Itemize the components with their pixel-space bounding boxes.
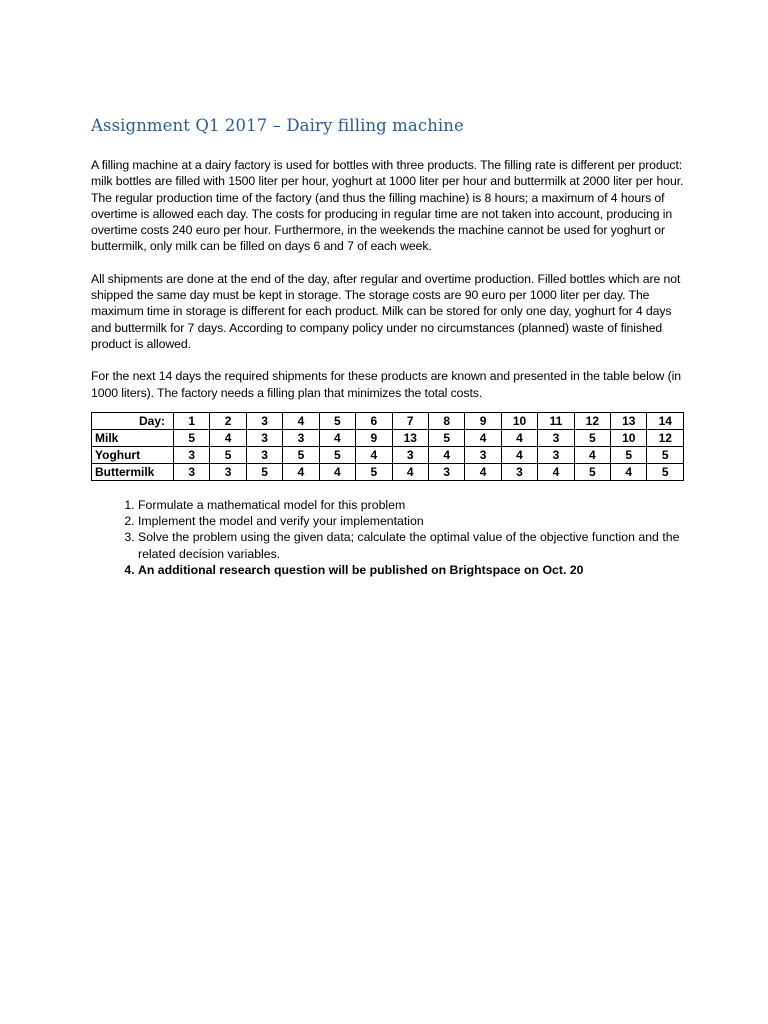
table-cell: 4 xyxy=(574,446,610,463)
table-cell: 5 xyxy=(319,446,355,463)
table-cell: 4 xyxy=(538,463,574,480)
table-cell: 4 xyxy=(428,446,464,463)
table-cell: 3 xyxy=(538,429,574,446)
table-cell: 4 xyxy=(501,429,537,446)
table-cell: 4 xyxy=(319,463,355,480)
table-row-milk xyxy=(92,429,684,446)
table-cell: 5 xyxy=(174,429,210,446)
document-title: Assignment Q1 2017 – Dairy filling machine xyxy=(91,116,464,135)
table-cell: 5 xyxy=(647,446,684,463)
paragraph-plan: For the next 14 days the required shipments for these products are known and presented in the table below (in 1000 liters). The factory needs a filling plan that minimizes the total costs. xyxy=(91,369,681,400)
day-cell: 10 xyxy=(501,412,537,429)
day-cell: 2 xyxy=(210,412,246,429)
table-cell: 3 xyxy=(210,463,246,480)
table-cell: 3 xyxy=(428,463,464,480)
day-cell: 4 xyxy=(283,412,319,429)
table-cell: 4 xyxy=(210,429,246,446)
table-cell: 5 xyxy=(246,463,282,480)
table-cell: 4 xyxy=(319,429,355,446)
task-item: 1. Formulate a mathematical model for this problem xyxy=(138,497,691,513)
day-cell: 3 xyxy=(246,412,282,429)
document-page xyxy=(91,116,691,578)
day-cell: 12 xyxy=(574,412,610,429)
table-cell: 4 xyxy=(283,463,319,480)
day-cell: 13 xyxy=(611,412,647,429)
table-cell: 4 xyxy=(465,463,501,480)
day-cell: 5 xyxy=(319,412,355,429)
table-cell: 4 xyxy=(356,446,392,463)
day-cell: 11 xyxy=(538,412,574,429)
table-cell: 4 xyxy=(611,463,647,480)
table-row-yoghurt xyxy=(92,446,684,463)
day-cell: 9 xyxy=(465,412,501,429)
day-cell: 1 xyxy=(174,412,210,429)
table-cell: 5 xyxy=(428,429,464,446)
table-header-row xyxy=(92,412,684,429)
table-cell: 4 xyxy=(465,429,501,446)
table-cell: 3 xyxy=(283,429,319,446)
table-cell: 5 xyxy=(647,463,684,480)
table-cell: 4 xyxy=(392,463,428,480)
task-list xyxy=(91,497,691,578)
table-cell: 3 xyxy=(174,446,210,463)
table-row-buttermilk xyxy=(92,463,684,480)
row-label: Milk xyxy=(92,429,174,446)
table-cell: 4 xyxy=(501,446,537,463)
table-cell: 3 xyxy=(174,463,210,480)
table-cell: 3 xyxy=(501,463,537,480)
paragraph-shipments: All shipments are done at the end of the day, after regular and overtime production. Filled bottles which are not shipped the same day must be kept in storage. The storage costs are 90 euro per 1000 liter per day. The maximum time in storage is different for each product. Milk can be stored for only one day, yoghurt for 4 days and buttermilk for 7 days. According to company policy under no circumstances (planned) waste of finished product is allowed. xyxy=(91,271,681,351)
day-cell: 8 xyxy=(428,412,464,429)
table-cell: 10 xyxy=(611,429,647,446)
row-label: Yoghurt xyxy=(92,446,174,463)
day-cell: 7 xyxy=(392,412,428,429)
task-item: 3. Solve the problem using the given data; calculate the optimal value of the objective function and the related decision variables. xyxy=(138,529,691,562)
table-cell: 13 xyxy=(392,429,428,446)
table-cell: 12 xyxy=(647,429,684,446)
task-item: 2. Implement the model and verify your implementation xyxy=(138,513,691,529)
table-cell: 3 xyxy=(246,429,282,446)
table-cell: 3 xyxy=(246,446,282,463)
day-cell: 6 xyxy=(356,412,392,429)
shipment-table xyxy=(91,412,684,481)
task-item: 4. An additional research question will be published on Brightspace on Oct. 20 xyxy=(138,562,691,578)
day-header-label: Day: xyxy=(92,412,174,429)
table-cell: 5 xyxy=(611,446,647,463)
table-cell: 3 xyxy=(465,446,501,463)
row-label: Buttermilk xyxy=(92,463,174,480)
table-cell: 9 xyxy=(356,429,392,446)
table-cell: 5 xyxy=(574,429,610,446)
table-cell: 5 xyxy=(283,446,319,463)
table-cell: 3 xyxy=(392,446,428,463)
table-cell: 5 xyxy=(356,463,392,480)
table-cell: 5 xyxy=(574,463,610,480)
day-cell: 14 xyxy=(647,412,684,429)
table-cell: 5 xyxy=(210,446,246,463)
paragraph-intro: A filling machine at a dairy factory is used for bottles with three products. The filling rate is different per product: milk bottles are filled with 1500 liter per hour, yoghurt at 1000 liter per hour and buttermilk at 2000 liter per hour. The regular production time of the factory (and thus the filling machine) is 8 hours; a maximum of 4 hours of overtime is allowed each day. The costs for producing in regular time are not taken into account, producing in overtime costs 240 euro per hour. Furthermore, in the weekends the machine cannot be used for yoghurt or buttermilk, only milk can be filled on days 6 and 7 of each week. xyxy=(91,158,684,254)
table-cell: 3 xyxy=(538,446,574,463)
